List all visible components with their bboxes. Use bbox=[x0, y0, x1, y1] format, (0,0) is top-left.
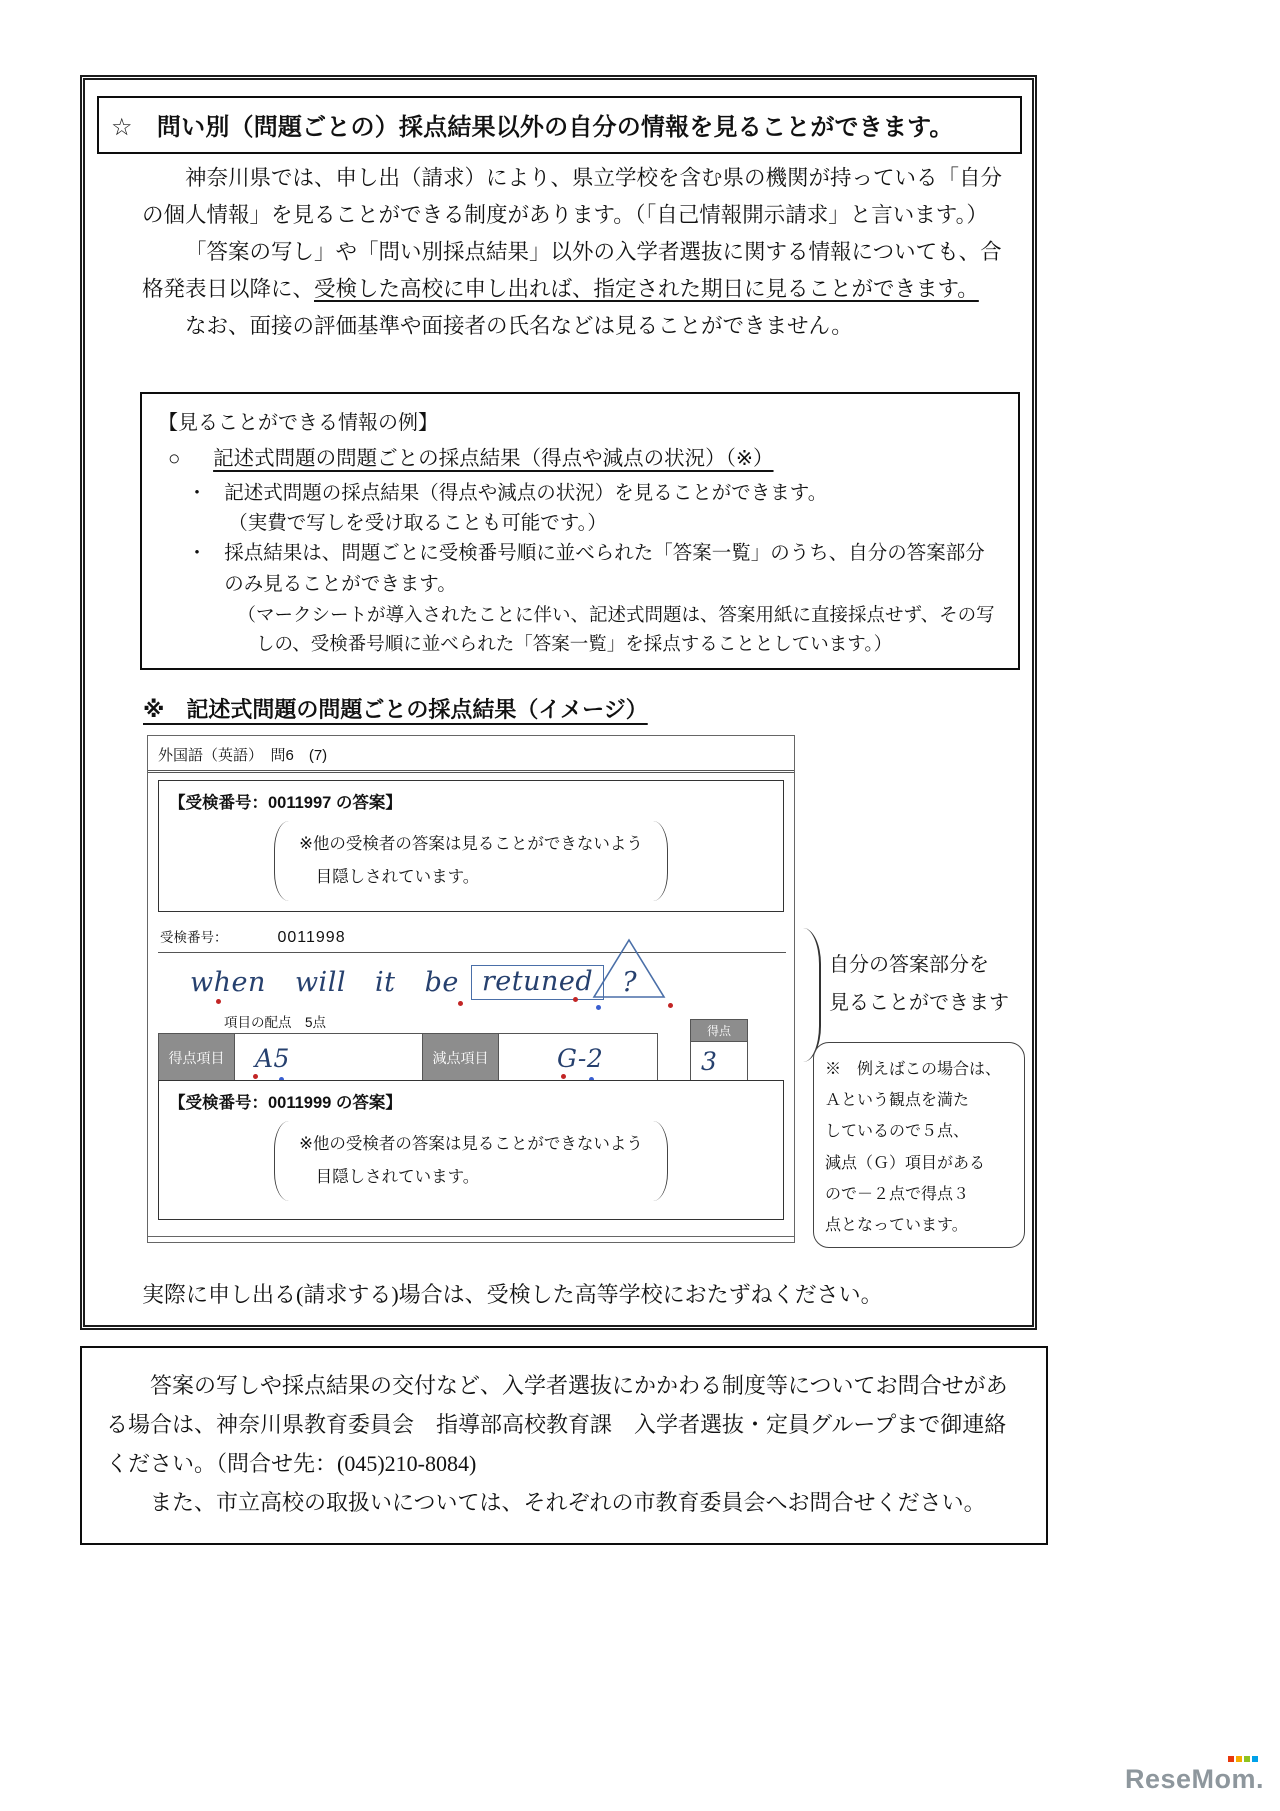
info-bullet-1-text: 記述式問題の採点結果（得点や減点の状況）を見ることができます。 bbox=[224, 483, 828, 504]
allocation-label: 項目の配点 5点 bbox=[224, 1015, 327, 1030]
scoring-dot-blue bbox=[596, 1005, 601, 1010]
note-line: ※ 例えばこの場合は、 bbox=[825, 1061, 1002, 1078]
note-line: 減点（Ｇ）項目がある bbox=[825, 1154, 986, 1172]
scoring-dot-red bbox=[668, 1003, 673, 1008]
viewable-info-box bbox=[140, 392, 1020, 670]
note-line: ので－２点で得点３ bbox=[825, 1185, 970, 1203]
intro-paragraph-3: なお、面接の評価基準や面接者の氏名などは見ることができません。 bbox=[185, 313, 853, 338]
note-line: Ａという観点を満た bbox=[825, 1092, 970, 1110]
intro-paragraph-1: 神奈川県では、申し出（請求）により、県立学校を含む県の機関が持っている「自分の個人情報」を見ることができる制度があります。（「自己情報開示請求」と言います。） bbox=[142, 166, 1003, 227]
info-bullet-2 bbox=[187, 539, 1002, 599]
contact-info-box bbox=[80, 1346, 1048, 1545]
score-item-cell bbox=[235, 1034, 423, 1082]
logo-square-orange bbox=[1236, 1756, 1242, 1762]
exam-number-value: 0011998 bbox=[277, 929, 346, 946]
right-parenthesis-mark bbox=[653, 1121, 668, 1201]
own-answer-bracket bbox=[801, 928, 821, 1062]
resemom-logo-squares-icon bbox=[1125, 1756, 1258, 1762]
intro-paragraph-2-text: 「答案の写し」や「問い別採点結果」以外の入学者選抜に関する情報についても、合格発表日以降に、 bbox=[142, 239, 1002, 301]
note-line: しているので５点、 bbox=[825, 1123, 970, 1141]
total-score-header: 得点 bbox=[690, 1019, 748, 1041]
deduction-handwritten-value: G-2 bbox=[557, 1043, 604, 1073]
bullet-marker: ・ bbox=[187, 543, 207, 565]
sample-bottom-rule bbox=[148, 1236, 794, 1237]
masked-note-line-2: 目隠しされています。 bbox=[315, 868, 480, 886]
scoring-dot-red bbox=[561, 1074, 566, 1079]
masked-note bbox=[159, 1121, 783, 1201]
circle-marker: ○ bbox=[168, 447, 181, 470]
score-item-header: 得点項目 bbox=[159, 1034, 235, 1082]
own-answer-annotation-line-2: 見ることができます bbox=[829, 992, 1009, 1014]
masked-note-line-1: ※他の受検者の答案は見ることができないよう bbox=[299, 835, 643, 853]
masked-note-text bbox=[299, 828, 643, 894]
scoring-example-note bbox=[813, 1042, 1025, 1248]
own-answer-annotation bbox=[829, 946, 1009, 1022]
own-answer-id-row bbox=[158, 924, 786, 953]
info-bullet-1 bbox=[187, 479, 1002, 509]
note-line: 点となっています。 bbox=[825, 1216, 968, 1234]
scoring-dot-red bbox=[573, 997, 578, 1002]
intro-paragraph-2 bbox=[142, 234, 1008, 308]
resemom-logo-text: ReseMom. bbox=[1124, 1764, 1264, 1794]
masked-answer-box-0011999 bbox=[158, 1080, 784, 1220]
total-score-cell bbox=[690, 1041, 748, 1081]
logo-square-blue bbox=[1252, 1756, 1258, 1762]
deduction-item-header: 減点項目 bbox=[423, 1034, 499, 1082]
resemom-watermark bbox=[1125, 1756, 1264, 1795]
sample-subject-header: 外国語（英語） 問6 (7) bbox=[148, 736, 794, 773]
info-bullet-1-sub: （実費で写しを受け取ることも可能です。） bbox=[228, 513, 607, 535]
score-table bbox=[158, 1033, 658, 1083]
info-bullet-2-sub: （マークシートが導入されたことに伴い、記述式問題は、答案用紙に直接採点せず、その写しの、受検番号順に並べられた「答案一覧」を採点することとしています。） bbox=[237, 605, 995, 656]
left-parenthesis-mark bbox=[274, 1121, 289, 1201]
scoring-dot-red bbox=[253, 1074, 258, 1079]
masked-answer-box-0011997 bbox=[158, 780, 784, 912]
own-answer-strip bbox=[158, 924, 786, 1083]
info-bullet-2-text: 採点結果は、問題ごとに受検番号順に並べられた「答案一覧」のうち、自分の答案部分のみ見ることができます。 bbox=[224, 543, 985, 595]
handwritten-answer-question-mark: ? bbox=[622, 966, 638, 998]
right-parenthesis-mark bbox=[653, 821, 668, 901]
info-box-heading: 【見ることができる情報の例】 bbox=[158, 412, 438, 434]
contact-paragraph-2: また、市立高校の取扱いについては、それぞれの市教育委員会へお問合せください。 bbox=[150, 1490, 986, 1516]
own-answer-annotation-line-1: 自分の答案部分を bbox=[829, 954, 989, 976]
masked-note-text bbox=[299, 1128, 643, 1194]
page-title: ☆ 問い別（問題ごとの）採点結果以外の自分の情報を見ることができます。 bbox=[111, 114, 954, 141]
logo-square-red bbox=[1228, 1756, 1234, 1762]
logo-square-green bbox=[1244, 1756, 1250, 1762]
contact-paragraph-1: 答案の写しや採点結果の交付など、入学者選抜にかかわる制度等についてお問合せがある場合は、神奈川県教育委員会 指導部高校教育課 入学者選抜・定員グループまで御連絡ください。（問合せ先：(045)210-8084) bbox=[106, 1373, 1008, 1477]
masked-note-line-1: ※他の受検者の答案は見ることができないよう bbox=[299, 1135, 643, 1153]
exam-number-label: 受検番号： bbox=[160, 930, 228, 945]
handwritten-answer-boxed-word: retuned bbox=[471, 965, 604, 1000]
info-box-item bbox=[168, 441, 1002, 471]
handwritten-answer-text: when will it be bbox=[190, 966, 459, 998]
answer-box-label: 【受検番号：0011999 の答案】 bbox=[169, 1094, 402, 1112]
total-score-table bbox=[690, 1019, 748, 1081]
intro-paragraph-2-underlined: 受検した高校に申し出れば、指定された期日に見ることができます。 bbox=[314, 276, 979, 301]
intro-section bbox=[142, 160, 1008, 345]
scoring-dot-red bbox=[216, 999, 221, 1004]
masked-note bbox=[159, 821, 783, 901]
total-score-handwritten-value: 3 bbox=[701, 1046, 718, 1076]
left-parenthesis-mark bbox=[274, 821, 289, 901]
score-table-row bbox=[158, 1024, 786, 1083]
masked-note-line-2: 目隠しされています。 bbox=[315, 1168, 480, 1186]
answer-box-label: 【受検番号：0011997 の答案】 bbox=[169, 794, 402, 812]
bullet-marker: ・ bbox=[187, 483, 207, 504]
main-frame bbox=[80, 75, 1037, 1330]
info-box-item-title: 記述式問題の問題ごとの採点結果（得点や減点の状況）（※） bbox=[213, 447, 774, 470]
grader-triangle-mark bbox=[590, 937, 668, 1001]
scoring-dot-red bbox=[458, 1001, 463, 1006]
sample-section-heading: ※ 記述式問題の問題ごとの採点結果（イメージ） bbox=[143, 697, 648, 722]
deduction-item-cell bbox=[499, 1034, 657, 1082]
title-box bbox=[97, 96, 1022, 154]
closing-instruction: 実際に申し出る(請求する)場合は、受検した高等学校におたずねください。 bbox=[142, 1282, 883, 1307]
handwritten-answer-row bbox=[158, 953, 786, 1011]
score-item-handwritten-value: A5 bbox=[255, 1043, 290, 1073]
scored-answer-sample-image bbox=[147, 735, 795, 1243]
